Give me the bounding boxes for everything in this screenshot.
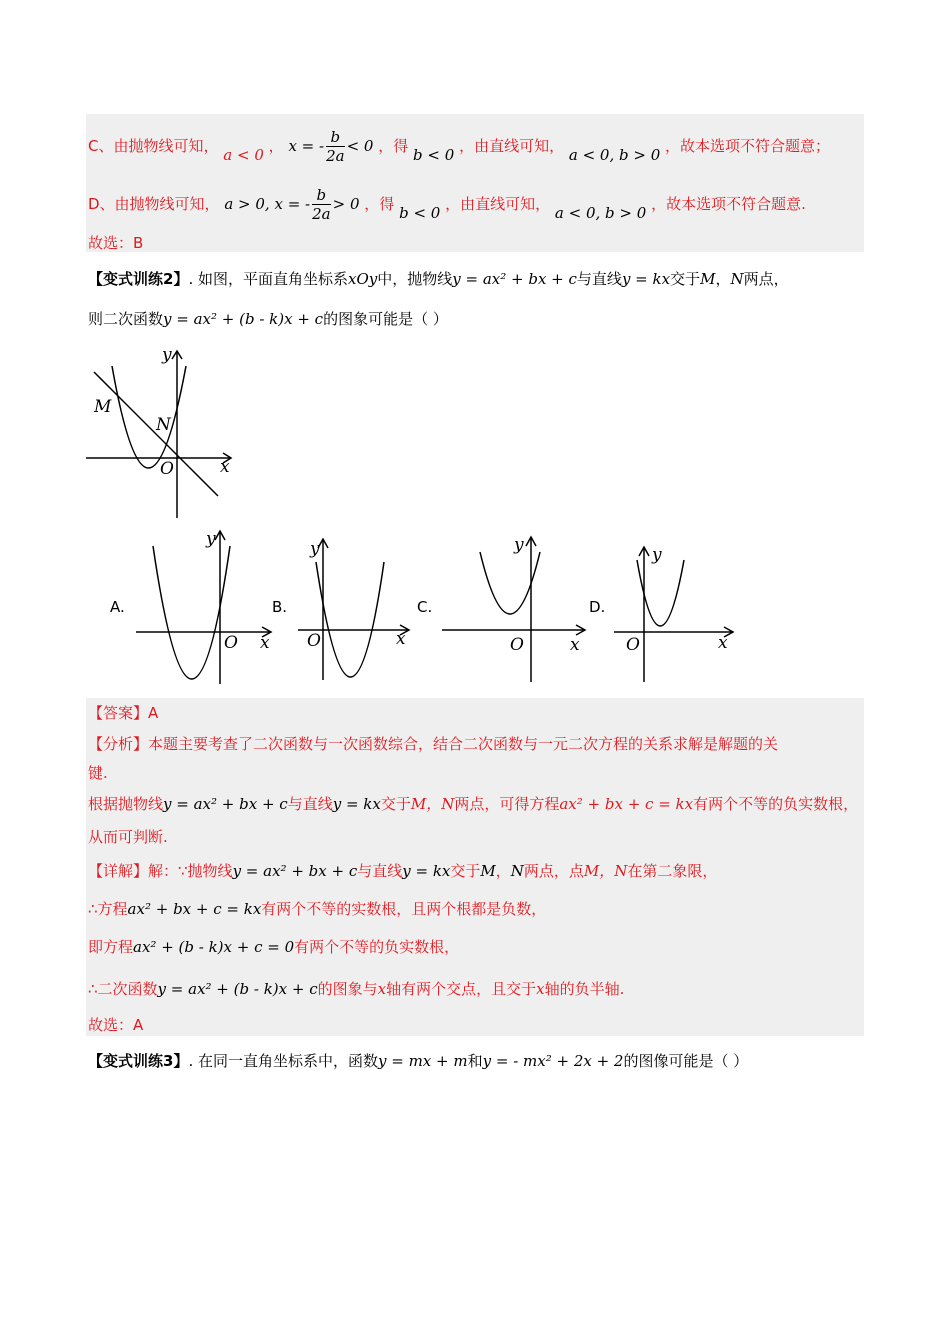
main-label-y: y	[162, 346, 172, 365]
solution-1-answer: 故选：B	[88, 234, 144, 252]
option-b-parabola	[316, 562, 384, 677]
svg-text:y: y	[310, 539, 320, 559]
answer-line: 【答案】A	[88, 704, 159, 722]
svg-text:x: x	[260, 633, 270, 653]
exercise-2-line-1: 【变式训练2】. 如图，平面直角坐标系xOy中，抛物线y = ax² + bx + c与直线y = kx交于M，N两点，	[88, 270, 789, 288]
fraction-b-over-2a: $\frac{b}{2a}$	[312, 186, 331, 223]
analysis-line-2: 键.	[88, 764, 108, 782]
svg-text:y: y	[206, 529, 216, 549]
fraction-b-over-2a: $\frac{b}{2a}$	[326, 128, 345, 165]
solution-line-c: C、由抛物线可知， a < 0 ， x = - $\frac{b}{2a}$ < 0 ，得 b < 0 ，由直线可知， a < 0, b > 0 ，故本选项不符合题意；	[88, 128, 831, 165]
detail-line-4: ∴二次函数y = ax² + (b - k)x + c的图象与x轴有两个交点，且交于x轴的负半轴.	[88, 980, 625, 998]
option-d-graph[interactable]	[612, 544, 736, 684]
option-c-letter: C.	[417, 598, 433, 616]
option-b-graph[interactable]	[296, 536, 412, 682]
exercise-3-line: 【变式训练3】. 在同一直角坐标系中，函数y = mx + m和y = - mx² + 2x + 2的图像可能是（ ）	[88, 1052, 749, 1070]
svg-text:x: x	[396, 629, 406, 649]
svg-text:O: O	[307, 631, 321, 651]
main-label-n: N	[156, 415, 171, 435]
main-label-o: O	[160, 459, 174, 479]
main-label-m: M	[94, 397, 112, 417]
svg-text:y: y	[652, 545, 662, 565]
option-a-letter: A.	[110, 598, 125, 616]
svg-text:x: x	[570, 635, 580, 655]
option-a-graph[interactable]	[134, 528, 276, 686]
detail-line-3: 即方程ax² + (b - k)x + c = 0有两个不等的负实数根，	[88, 938, 460, 956]
detail-line-2: ∴方程ax² + bx + c = kx有两个不等的实数根，且两个根都是负数，	[88, 900, 547, 918]
analysis-line-3: 根据抛物线y = ax² + bx + c与直线y = kx交于M，N两点，可得方程ax² + bx + c = kx有两个不等的负实数根，	[88, 795, 859, 813]
option-c-graph[interactable]	[440, 534, 588, 684]
option-d-letter: D.	[589, 598, 606, 616]
analysis-line-4: 从而可判断.	[88, 828, 168, 846]
detail-line-1: 【详解】解：∵抛物线y = ax² + bx + c与直线y = kx交于M，N两点，点M，N在第二象限，	[88, 862, 718, 880]
svg-text:x: x	[718, 633, 728, 653]
option-a-parabola	[153, 546, 230, 679]
solution-line-d: D、由抛物线可知， a > 0, x = - $\frac{b}{2a}$ > 0 ，得 b < 0 ，由直线可知， a < 0, b > 0 ，故本选项不符合题意.	[88, 186, 806, 223]
exercise-2-line-2: 则二次函数y = ax² + (b - k)x + c的图象可能是（ ）	[88, 310, 448, 328]
svg-text:O: O	[224, 633, 238, 653]
svg-text:O: O	[510, 635, 524, 655]
detail-final: 故选：A	[88, 1016, 144, 1034]
svg-text:O: O	[626, 635, 640, 655]
svg-text:y: y	[514, 535, 524, 555]
analysis-line-1: 【分析】本题主要考查了二次函数与一次函数综合，结合二次函数与一元二次方程的关系求解是解题的关	[88, 735, 779, 753]
main-figure	[84, 346, 244, 520]
option-b-letter: B.	[272, 598, 288, 616]
main-label-x: x	[220, 457, 230, 477]
